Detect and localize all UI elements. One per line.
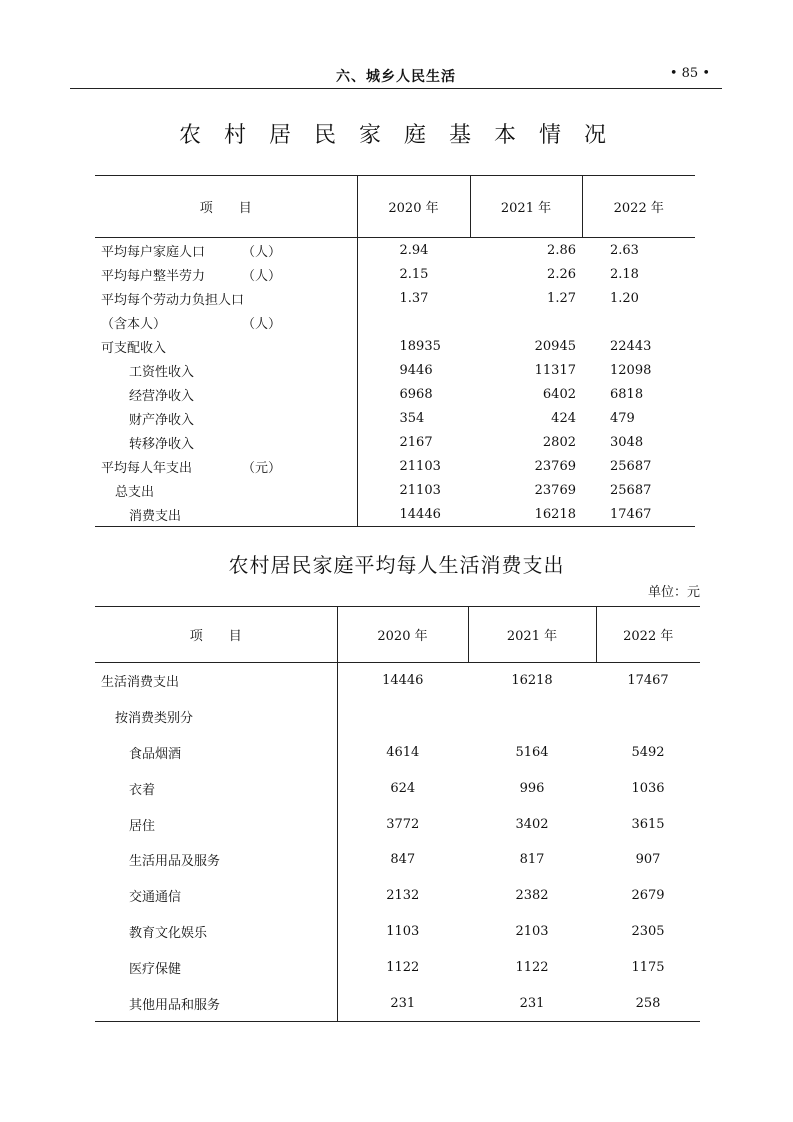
value-2021: 20945 (534, 338, 576, 354)
row-label: 消费支出 (129, 508, 182, 524)
table-row (95, 478, 695, 502)
value-2021: 996 (519, 780, 545, 796)
row-unit: （人） (242, 244, 282, 260)
row-label: 生活用品及服务 (129, 854, 221, 870)
value-2020: 231 (337, 985, 468, 1021)
row-label: 平均每个劳动力负担人口 (101, 292, 245, 308)
value-2022 (582, 310, 695, 334)
value-2020: 21103 (399, 482, 441, 498)
column-header-2020: 2020 年 (337, 607, 468, 663)
value-2022 (596, 699, 700, 735)
row-label-cell (95, 770, 337, 806)
row-label-cell (95, 238, 357, 263)
table-header-row (95, 607, 700, 663)
table-row (95, 238, 695, 263)
row-label-cell (95, 430, 357, 454)
value-2020: 847 (390, 852, 416, 868)
row-label: 工资性收入 (129, 364, 195, 380)
value-2020: 1.37 (399, 290, 429, 306)
table-row (95, 878, 700, 914)
value-2021: 3402 (515, 816, 549, 832)
value-2021: 817 (519, 852, 545, 868)
row-label-cell (95, 842, 337, 878)
row-unit: （元） (242, 460, 282, 476)
value-2021: 23769 (534, 482, 576, 498)
value-2020: 1103 (386, 923, 420, 939)
table-row (95, 334, 695, 358)
row-label: 食品烟酒 (129, 746, 182, 762)
row-label-cell (95, 310, 357, 334)
row-label: 平均每人年支出 (101, 460, 193, 476)
value-2022: 25687 (610, 458, 652, 474)
value-2021: 23769 (534, 458, 576, 474)
table1-body (95, 238, 695, 527)
table-row (95, 406, 695, 430)
table-row (95, 502, 695, 527)
value-2021: 16218 (511, 673, 553, 689)
value-2020: 2.15 (399, 266, 429, 282)
column-header-2022: 2022 年 (582, 176, 695, 238)
value-2022: 1175 (631, 959, 665, 975)
value-2020: 14446 (382, 673, 424, 689)
value-2021: 2.26 (547, 266, 576, 282)
value-2020: 2167 (399, 434, 433, 450)
value-2021: 231 (468, 985, 596, 1021)
value-2020 (357, 310, 470, 334)
value-2021: 1.27 (547, 290, 576, 306)
value-2022: 3048 (610, 434, 644, 450)
row-label-cell (95, 806, 337, 842)
table-row (95, 842, 700, 878)
table-header-row (95, 176, 695, 238)
value-2021: 6402 (542, 386, 576, 402)
column-header-2020: 2020 年 (357, 176, 470, 238)
value-2021: 16218 (470, 502, 582, 527)
row-label: 可支配收入 (101, 340, 167, 356)
value-2020: 2132 (386, 888, 420, 904)
value-2021 (470, 310, 582, 334)
value-2022: 3615 (631, 816, 665, 832)
row-label-cell (95, 949, 337, 985)
row-label: 按消费类别分 (115, 711, 194, 727)
row-unit: （人） (242, 316, 282, 332)
row-label-cell (95, 382, 357, 406)
value-2020: 2.94 (399, 242, 429, 258)
table-row (95, 914, 700, 950)
value-2022: 5492 (631, 744, 665, 760)
row-label: 平均每户家庭人口 (101, 244, 206, 260)
row-label-cell (95, 663, 337, 699)
value-2021: 2802 (542, 434, 576, 450)
row-label: 经营净收入 (129, 388, 195, 404)
value-2020: 3772 (386, 816, 420, 832)
column-header-2022: 2022 年 (596, 607, 700, 663)
value-2022: 17467 (627, 673, 669, 689)
value-2021 (468, 699, 596, 735)
section-title: 六、城乡人民生活 (336, 69, 456, 85)
table-row (95, 310, 695, 334)
row-label-cell (95, 262, 357, 286)
row-label: 医疗保健 (129, 961, 182, 977)
value-2020: 4614 (386, 744, 420, 760)
value-2022: 1036 (631, 780, 665, 796)
row-label-cell (95, 878, 337, 914)
value-2020: 18935 (399, 338, 441, 354)
row-label-cell (95, 699, 337, 735)
value-2022: 2679 (631, 888, 665, 904)
value-2022: 22443 (610, 338, 652, 354)
table2-title: 农村居民家庭平均每人生活消费支出 (228, 553, 565, 577)
column-header-item: 项 目 (95, 176, 357, 238)
value-2022: 2305 (631, 923, 665, 939)
row-label-cell (95, 358, 357, 382)
table-row (95, 286, 695, 310)
table-row (95, 382, 695, 406)
row-unit: （人） (242, 268, 282, 284)
row-label-cell (95, 334, 357, 358)
value-2021: 2.86 (547, 242, 576, 258)
row-label: 总支出 (115, 484, 155, 500)
table-row (95, 770, 700, 806)
value-2022: 258 (596, 985, 700, 1021)
row-label-cell (95, 502, 357, 527)
table-row (95, 806, 700, 842)
value-2020: 624 (390, 780, 416, 796)
row-label: 平均每户整半劳力 (101, 268, 206, 284)
row-label: （含本人） (101, 316, 167, 332)
rural-household-basic-table (95, 175, 695, 527)
value-2020 (337, 699, 468, 735)
value-2020: 354 (399, 410, 425, 426)
value-2021: 1122 (515, 959, 549, 975)
value-2020: 1122 (386, 959, 420, 975)
row-label-cell (95, 454, 357, 478)
column-header-2021: 2021 年 (470, 176, 582, 238)
table-row (95, 262, 695, 286)
value-2021: 424 (551, 410, 576, 426)
row-label: 其他用品和服务 (129, 997, 221, 1013)
value-2020: 9446 (399, 362, 433, 378)
value-2022: 479 (610, 410, 635, 426)
value-2022: 2.63 (610, 242, 639, 258)
value-2022: 17467 (582, 502, 695, 527)
page-number: • 85 • (669, 66, 710, 81)
table-row (95, 663, 700, 699)
value-2022: 12098 (610, 362, 652, 378)
table1-title: 农 村 居 民 家 庭 基 本 情 况 (179, 123, 614, 148)
table-row (95, 949, 700, 985)
row-label: 生活消费支出 (101, 675, 180, 691)
value-2022: 6818 (610, 386, 644, 402)
value-2021: 5164 (515, 744, 549, 760)
value-2021: 11317 (534, 362, 576, 378)
value-2022: 25687 (610, 482, 652, 498)
row-label-cell (95, 478, 357, 502)
row-label: 教育文化娱乐 (129, 925, 208, 941)
value-2020: 6968 (399, 386, 433, 402)
table-row (95, 699, 700, 735)
row-label: 居住 (129, 818, 156, 834)
row-label-cell (95, 286, 357, 310)
column-header-item: 项 目 (95, 607, 337, 663)
table2-body (95, 663, 700, 1022)
row-label: 衣着 (129, 782, 156, 798)
table-row (95, 735, 700, 771)
value-2020: 14446 (357, 502, 470, 527)
row-label-cell (95, 985, 337, 1021)
value-2022: 2.18 (610, 266, 639, 282)
table-row (95, 358, 695, 382)
row-label: 转移净收入 (129, 436, 195, 452)
row-label-cell (95, 406, 357, 430)
rural-consumption-table (95, 606, 700, 1022)
value-2020: 21103 (399, 458, 441, 474)
column-header-2021: 2021 年 (468, 607, 596, 663)
row-label-cell (95, 914, 337, 950)
value-2021: 2382 (515, 888, 549, 904)
value-2022: 1.20 (610, 290, 639, 306)
table2-unit: 单位：元 (647, 585, 700, 600)
table-row (95, 985, 700, 1021)
table-row (95, 430, 695, 454)
row-label: 交通通信 (129, 890, 182, 906)
page-header (70, 62, 722, 89)
value-2021: 2103 (515, 923, 549, 939)
value-2022: 907 (635, 852, 661, 868)
row-label: 财产净收入 (129, 412, 195, 428)
row-label-cell (95, 735, 337, 771)
table-row (95, 454, 695, 478)
